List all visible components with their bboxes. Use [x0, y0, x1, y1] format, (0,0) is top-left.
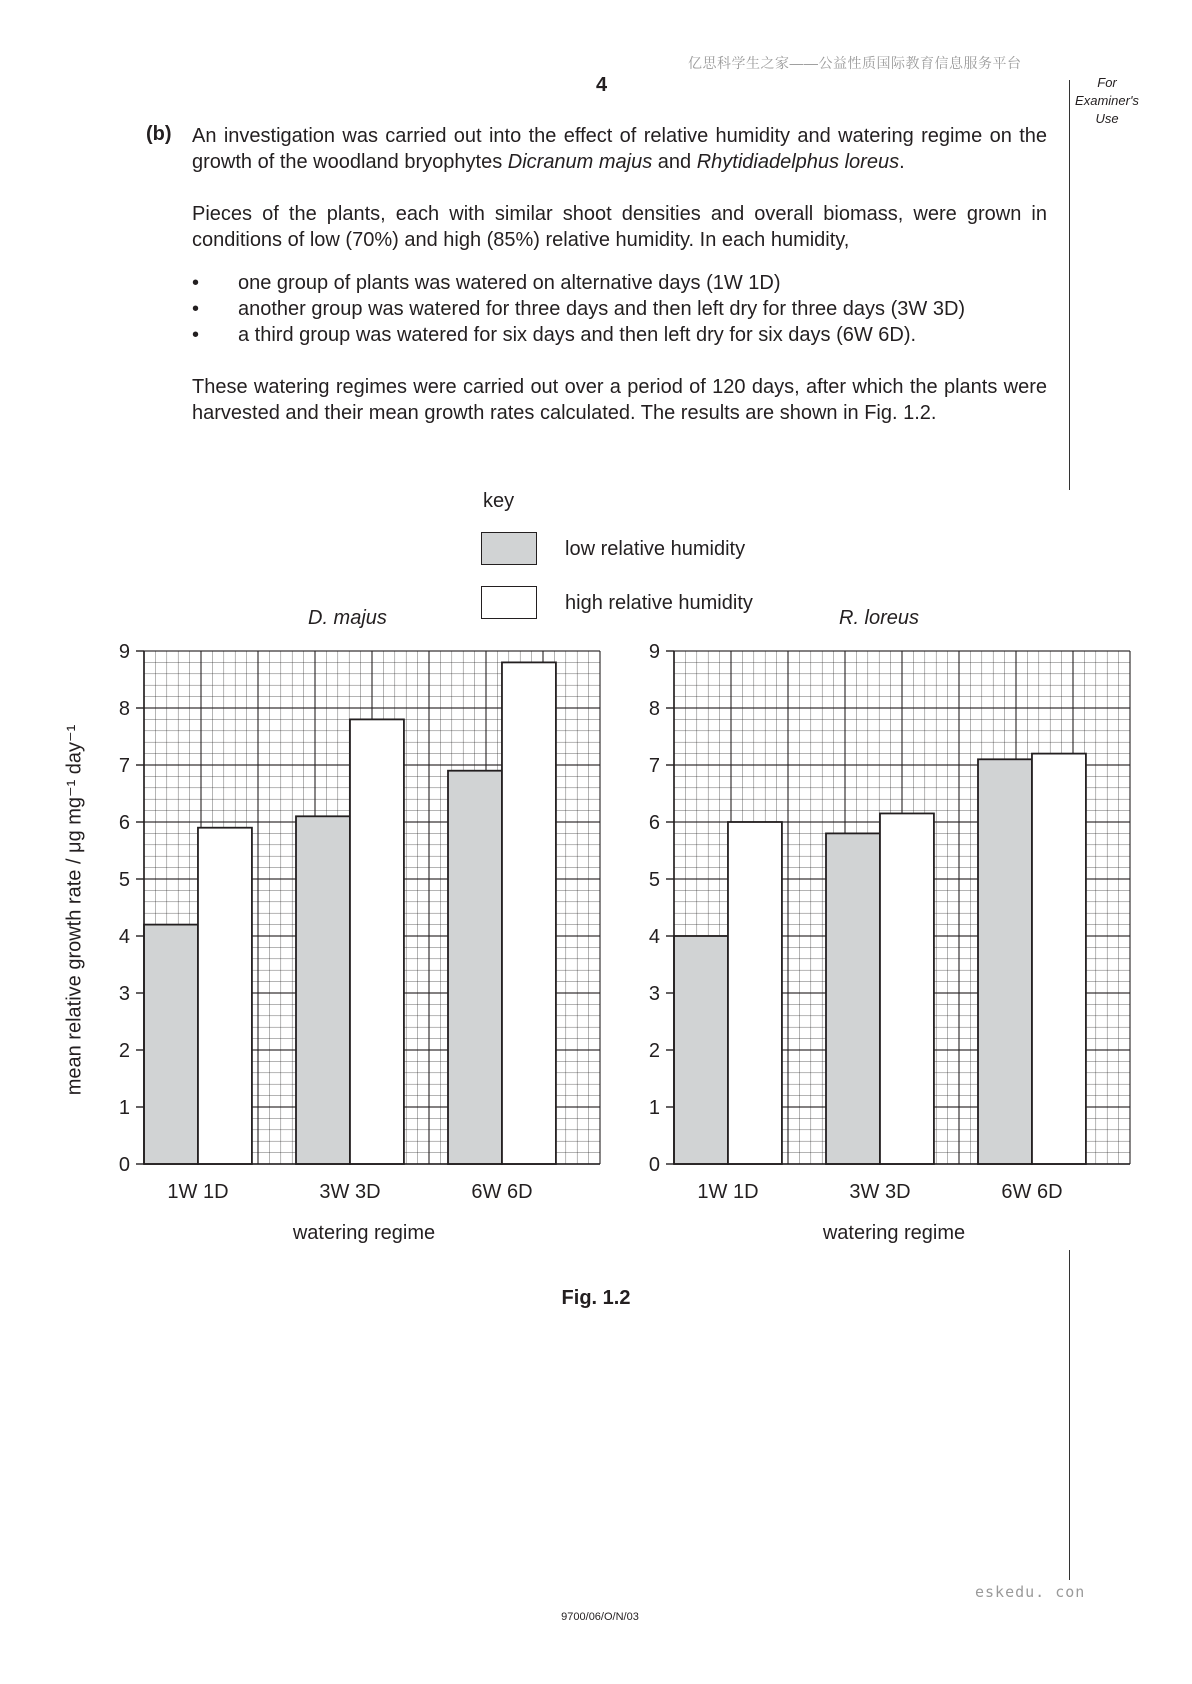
- y-tick-label: 0: [648, 1154, 660, 1176]
- y-tick-label: 5: [118, 869, 130, 891]
- species-2: Rhytidiadelphus loreus: [696, 151, 900, 173]
- examiner-line-2: Examiner's: [1075, 93, 1139, 108]
- x-tick-label: 6W 6D: [471, 1181, 533, 1203]
- x-axis-label: watering regime: [822, 1222, 966, 1244]
- bar-low-humidity: [296, 816, 350, 1164]
- bullet-text: one group of plants was watered on alternative days (1W 1D): [238, 272, 781, 294]
- x-axis-label: watering regime: [292, 1222, 436, 1244]
- bar-high-humidity: [880, 813, 934, 1164]
- intro-end: .: [899, 151, 905, 173]
- bar-low-humidity: [978, 759, 1032, 1164]
- bar-low-humidity: [448, 771, 502, 1164]
- y-axis-label: mean relative growth rate / μg mg⁻¹ day⁻¹: [63, 724, 86, 1096]
- intro-text: An investigation was carried out into the effect of relative humidity and watering regime on the growth of the woodland bryophytes: [192, 125, 1047, 173]
- bullet-text: a third group was watered for six days and then left dry for six days (6W 6D).: [238, 324, 917, 346]
- bullet-text: another group was watered for three days and then left dry for three days (3W 3D): [238, 298, 966, 320]
- y-tick-label: 3: [118, 983, 130, 1005]
- watermark-text: 亿思科学生之家——公益性质国际教育信息服务平台: [688, 55, 1022, 71]
- bullet-icon: •: [192, 298, 200, 320]
- y-tick-label: 1: [118, 1097, 130, 1119]
- figure-caption: Fig. 1.2: [561, 1287, 631, 1309]
- key-label-low: low relative humidity: [565, 538, 746, 560]
- x-tick-label: 3W 3D: [319, 1181, 381, 1203]
- y-tick-label: 4: [118, 926, 130, 948]
- key-title: key: [483, 490, 515, 512]
- chart-title-d-majus: D. majus: [308, 607, 387, 629]
- paper-code: 9700/06/O/N/03: [561, 1611, 639, 1623]
- y-tick-label: 6: [118, 812, 130, 834]
- y-tick-label: 1: [648, 1097, 660, 1119]
- y-tick-label: 4: [648, 926, 660, 948]
- y-tick-label: 2: [648, 1040, 660, 1062]
- question-part-label: (b): [146, 123, 172, 145]
- y-tick-label: 7: [648, 755, 660, 777]
- y-tick-label: 6: [648, 812, 660, 834]
- y-tick-label: 8: [118, 698, 130, 720]
- y-tick-label: 5: [648, 869, 660, 891]
- y-tick-label: 3: [648, 983, 660, 1005]
- y-tick-label: 9: [648, 641, 660, 663]
- bar-high-humidity: [1032, 754, 1086, 1164]
- x-tick-label: 6W 6D: [1001, 1181, 1063, 1203]
- y-tick-label: 8: [648, 698, 660, 720]
- key-label-high: high relative humidity: [565, 592, 753, 614]
- y-tick-label: 0: [118, 1154, 130, 1176]
- x-tick-label: 1W 1D: [697, 1181, 759, 1203]
- y-tick-label: 9: [118, 641, 130, 663]
- bar-high-humidity: [502, 662, 556, 1164]
- results-paragraph: These watering regimes were carried out over a period of 120 days, after which the plants were harvested and their mean growth rates calculated. The results are shown in Fig. 1.2.: [192, 376, 1047, 424]
- y-tick-label: 7: [118, 755, 130, 777]
- examiner-line-1: For: [1097, 75, 1117, 90]
- species-1: Dicranum majus: [507, 151, 653, 173]
- page-number: 4: [596, 74, 608, 96]
- bullet-icon: •: [192, 272, 200, 294]
- bar-low-humidity: [826, 833, 880, 1164]
- brand-watermark: eskedu. con: [975, 1583, 1086, 1601]
- x-tick-label: 1W 1D: [167, 1181, 229, 1203]
- bar-low-humidity: [674, 936, 728, 1164]
- y-tick-label: 2: [118, 1040, 130, 1062]
- bar-high-humidity: [728, 822, 782, 1164]
- method-paragraph: Pieces of the plants, each with similar shoot densities and overall biomass, were grown in conditions of low (70%) and high (85%) relative humidity. In each humidity,: [192, 203, 1047, 251]
- and-text: and: [652, 151, 697, 173]
- x-tick-label: 3W 3D: [849, 1181, 911, 1203]
- bar-high-humidity: [198, 828, 252, 1164]
- chart-title-r-loreus: R. loreus: [839, 607, 920, 629]
- bullet-icon: •: [192, 324, 200, 346]
- bar-low-humidity: [144, 925, 198, 1164]
- examiner-line-3: Use: [1095, 111, 1119, 126]
- bar-high-humidity: [350, 719, 404, 1164]
